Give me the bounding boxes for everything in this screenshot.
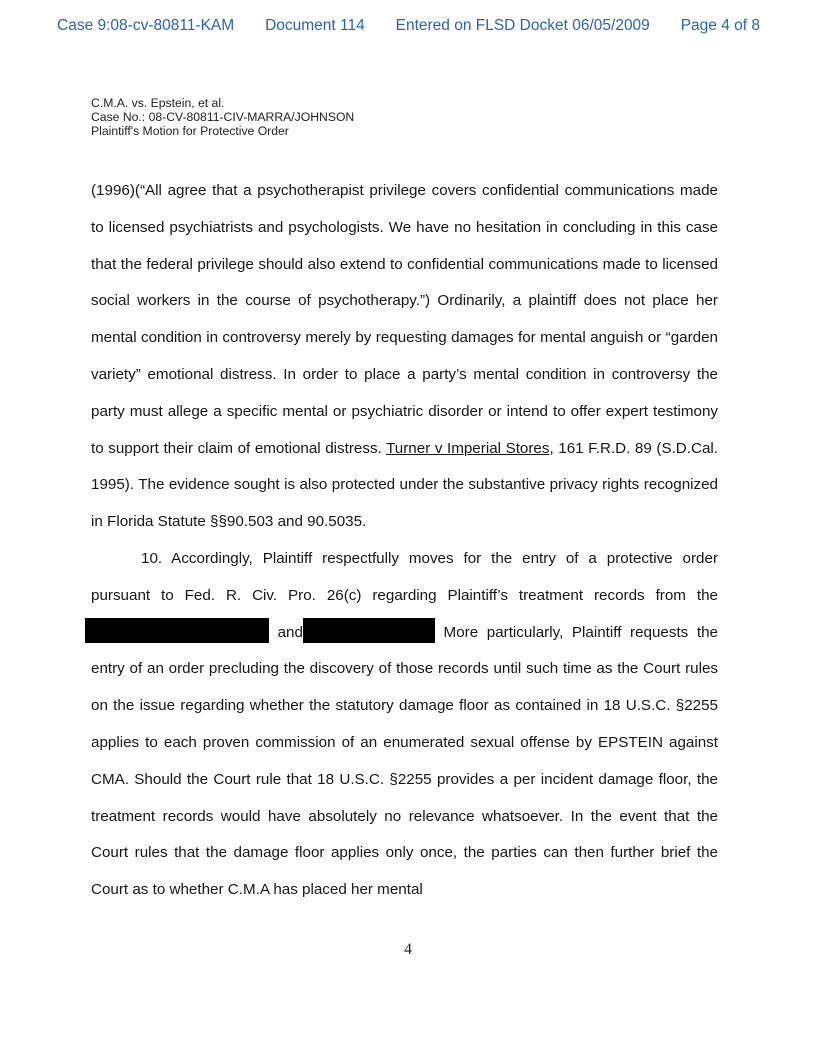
paragraph-text: 10. Accordingly, Plaintiff respectfully moves for the entry of a protective order pursuant to Fed. R. Civ. Pro. 26(c) regarding Plaintiff’s treatment records from the <box>91 549 718 604</box>
paragraph-continued <box>91 173 718 541</box>
paragraph-text: More particularly, Plaintiff requests the entry of an order precluding the discovery of those records until such time as the Court rules on the issue regarding whether the statutory damage floor as contained in 18 U.S.C. §2255 applies to each proven commission of an enumerated sexual offense by EPSTEIN against CMA. Should the Court rule that 18 U.S.C. §2255 provides a per incident damage floor, the treatment records would have absolutely no relevance whatsoever. In the event that the Court rules that the damage floor applies only once, the parties can then further brief the Court as to whether C.M.A has placed her mental <box>91 623 718 899</box>
redaction-block <box>85 618 269 643</box>
page-number: 4 <box>404 941 412 958</box>
case-caption <box>91 96 354 138</box>
paragraph-text: and <box>269 623 303 641</box>
stamp-entered: Entered on FLSD Docket 06/05/2009 <box>395 17 650 34</box>
docket-stamp <box>57 17 760 35</box>
document-body <box>91 173 718 909</box>
caption-parties: C.M.A. vs. Epstein, et al. <box>91 96 225 110</box>
stamp-case-number: Case 9:08-cv-80811-KAM <box>57 17 235 34</box>
paragraph-text: (1996)(“All agree that a psychotherapist privilege covers confidential communications made to licensed psychiatrists and psychologists. We have no hesitation in concluding in this case that the federal privilege should also extend to confidential communications made to licensed social workers in the course of psychotherapy.”) Ordinarily, a plaintiff does not place her mental condition in controversy merely by requesting damages for mental anguish or “garden variety” emotional distress. In order to place a party’s mental condition in controversy the party must allege a specific mental or psychiatric disorder or intend to offer expert testimony to support their claim of emotional distress. <box>91 182 718 457</box>
stamp-page: Page 4 of 8 <box>680 17 760 34</box>
redaction-block <box>303 618 435 643</box>
caption-motion-title: Plaintiff's Motion for Protective Order <box>91 124 289 138</box>
case-citation: Turner v Imperial Stores <box>386 439 550 457</box>
stamp-document-number: Document 114 <box>265 17 365 34</box>
caption-case-number: Case No.: 08-CV-80811-CIV-MARRA/JOHNSON <box>91 110 355 124</box>
paragraph-text: , 161 F.R.D. 89 (S.D.Cal. 1995). The evidence sought is also protected under the substantive privacy rights recognized in Florida Statute §§90.503 and 90.5035. <box>91 439 719 531</box>
paragraph-10 <box>91 541 718 909</box>
